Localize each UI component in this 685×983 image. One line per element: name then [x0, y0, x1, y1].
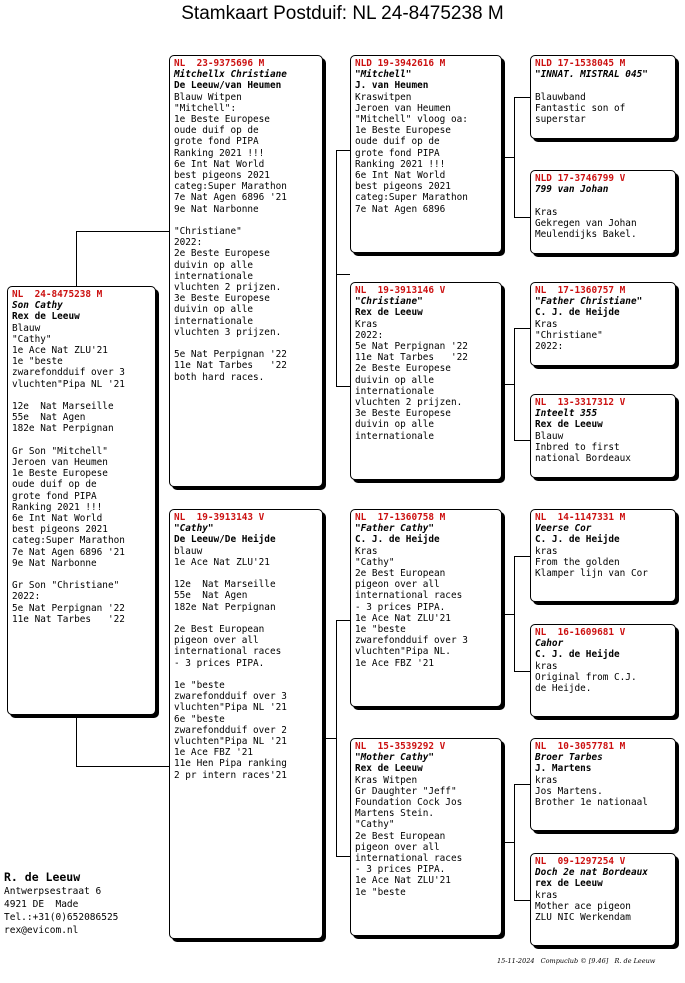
connector-line — [323, 738, 337, 739]
info-line: Gr Daughter "Jeff" — [355, 785, 457, 797]
owner-name: C. J. de Heijde — [535, 649, 620, 661]
pigeon-name: 799 van Johan — [535, 184, 609, 196]
info-line: Blauw Witpen — [174, 91, 242, 103]
breeder-phone: Tel.:+31(0)652086525 — [4, 912, 119, 923]
info-line: From the golden — [535, 556, 620, 568]
info-line: 11e Hen Pipa ranking — [174, 758, 287, 770]
info-line: international races — [355, 590, 463, 602]
info-line: internationale — [355, 430, 435, 442]
info-line: 1e Ace FBZ '21 — [174, 747, 254, 759]
info-line: - 3 prices PIPA. — [174, 657, 265, 669]
info-line: Blauwband — [535, 91, 586, 103]
info-line: both hard races. — [174, 371, 265, 383]
pigeon-card-ff — [350, 55, 502, 253]
info-line: 1e Beste Europese — [12, 468, 108, 480]
ring-number: NLD 17-1538045 M — [535, 58, 626, 69]
pigeon-name: Son Cathy — [12, 300, 63, 312]
info-line: vluchten"Pipa NL '21 — [174, 736, 287, 748]
pigeon-name: Mitchellx Christiane — [174, 69, 287, 81]
info-line: 2e Best European — [174, 624, 265, 635]
connector-line — [502, 384, 515, 385]
info-line: "Christiane" — [535, 329, 603, 341]
info-line: Kraswitpen — [355, 91, 412, 103]
ring-number: NL 17-1360757 M — [535, 285, 626, 296]
ring-number: NL 13-3317312 V — [535, 397, 626, 408]
info-line: vluchten"Pipa NL. — [355, 646, 451, 658]
info-line: best pigeons 2021 — [12, 524, 108, 536]
info-line: 5e Nat Perpignan '22 — [12, 602, 125, 614]
breeder-info — [4, 869, 118, 937]
info-line: Ranking 2021 !!! — [355, 158, 446, 170]
info-line: Gr Son "Mitchell" — [12, 445, 108, 457]
owner-name: C. J. de Heijde — [355, 534, 440, 546]
info-line — [12, 390, 151, 401]
info-line: best pigeons 2021 — [174, 170, 270, 182]
info-line: vluchten 3 prijzen. — [174, 326, 282, 338]
info-line: Ranking 2021 !!! — [174, 147, 265, 159]
pigeon-card-mm — [350, 738, 502, 936]
pigeon-card-mmf — [530, 738, 676, 831]
connector-line — [76, 715, 77, 766]
connector-line — [336, 386, 350, 387]
owner-name: Rex de Leeuw — [355, 307, 423, 319]
connector-line — [514, 671, 530, 672]
info-line: 9e Nat Narbonne — [12, 557, 97, 569]
breeder-email: rex@evicom.nl — [4, 925, 79, 936]
pigeon-name: "Mother Cathy" — [355, 752, 435, 764]
owner-name: De Leeuw/De Heijde — [174, 534, 276, 546]
pigeon-name: "Mitchell" — [355, 69, 412, 81]
info-line — [174, 568, 318, 579]
info-line: Martens Stein. — [355, 808, 435, 820]
info-line: 11e Nat Tarbes '22 — [174, 360, 287, 372]
pigeon-card-mfm — [530, 624, 676, 717]
info-line: 12e Nat Marseille — [174, 579, 276, 591]
info-line: superstar — [535, 114, 586, 125]
owner-name — [535, 195, 671, 206]
info-line: kras — [535, 660, 558, 672]
info-line: 2e Beste Europese — [174, 248, 270, 260]
info-line: 1e Ace Nat ZLU'21 — [355, 875, 451, 887]
info-line: zwarefondduif over 3 — [12, 367, 125, 379]
info-line: - 3 prices PIPA. — [355, 601, 446, 613]
info-line: kras — [535, 774, 558, 786]
info-line: 1e Ace Nat ZLU'21 — [12, 345, 108, 357]
info-line: 2e Best European — [355, 830, 446, 842]
info-line: kras — [535, 889, 558, 901]
connector-line — [502, 842, 515, 843]
info-line: 2022: — [535, 341, 564, 353]
connector-line — [76, 766, 169, 767]
info-line: international races — [355, 853, 463, 865]
info-line: vluchten"Pipa NL '21 — [12, 378, 125, 390]
pigeon-card-fff — [530, 55, 676, 139]
info-line: Mother ace pigeon — [535, 900, 631, 912]
info-line: 2022: — [174, 237, 203, 249]
info-line: "Cathy" — [355, 556, 395, 568]
info-line: Kras — [355, 318, 378, 330]
ring-number: NL 19-3913146 V — [355, 285, 446, 296]
pigeon-card-mother — [169, 509, 323, 939]
info-line — [174, 669, 318, 680]
info-line: "Cathy" — [12, 333, 52, 345]
info-line — [174, 215, 318, 226]
info-line: Jeroen van Heumen — [12, 457, 108, 469]
info-line: grote fond PIPA — [174, 136, 259, 148]
connector-line — [502, 157, 515, 158]
info-line: pigeon over all — [355, 579, 440, 591]
breeder-name: R. de Leeuw — [4, 870, 81, 884]
info-line: 9e Nat Narbonne — [174, 203, 259, 215]
info-line: international races — [174, 646, 282, 658]
info-line: vluchten 2 prijzen. — [355, 397, 463, 409]
info-line: 2e Beste Europese — [355, 363, 451, 375]
ring-number: NLD 19-3942616 M — [355, 58, 446, 69]
info-line: 6e Int Nat World — [355, 170, 446, 182]
info-line: 2e Best European — [355, 568, 446, 580]
connector-line — [336, 274, 350, 275]
owner-name: rex de Leeuw — [535, 878, 603, 890]
info-line: de Heijde. — [535, 683, 592, 695]
info-line: 6e Int Nat World — [12, 513, 103, 525]
info-line: "Mitchell": — [174, 102, 237, 114]
connector-line — [336, 150, 337, 386]
info-line: blauw — [174, 545, 203, 557]
ring-number: NL 14-1147331 M — [535, 512, 626, 523]
info-line: grote fond PIPA — [12, 490, 97, 502]
breeder-address-line: 4921 DE Made — [4, 899, 79, 910]
info-line: 6e Int Nat World — [174, 158, 265, 170]
connector-line — [336, 150, 350, 151]
owner-name: C. J. de Heijde — [535, 307, 620, 319]
info-line: Kras — [355, 545, 378, 557]
ring-number: NL 24-8475238 M — [12, 289, 103, 300]
ring-number: NL 23-9375696 M — [174, 58, 265, 69]
pigeon-name: "Father Christiane" — [535, 296, 643, 308]
connector-line — [514, 328, 530, 329]
connector-line — [514, 900, 530, 901]
ring-number: NL 09-1297254 V — [535, 856, 626, 867]
pigeon-name: Inteelt 355 — [535, 408, 598, 420]
pigeon-card-subject — [7, 286, 156, 715]
pigeon-card-mff — [530, 509, 676, 602]
info-line: "Mitchell" vloog oa: — [355, 114, 468, 126]
info-line: 55e Nat Agen — [12, 412, 86, 424]
info-line: internationale — [355, 385, 435, 397]
ring-number: NLD 17-3746799 V — [535, 173, 626, 184]
info-line: 7e Nat Agen 6896 '21 — [12, 546, 125, 558]
info-line: "Christiane" — [174, 226, 242, 238]
info-line: 3e Beste Europese — [355, 408, 451, 420]
pigeon-name: Veerse Cor — [535, 523, 592, 535]
info-line: Original from C.J. — [535, 671, 637, 683]
connector-line — [514, 556, 530, 557]
connector-line — [336, 620, 350, 621]
pigeon-card-fmf — [530, 282, 676, 366]
pigeon-card-fm — [350, 282, 502, 480]
info-line: - 3 prices PIPA. — [355, 864, 446, 876]
pigeon-card-mmm — [530, 853, 676, 946]
info-line: duivin op alle — [355, 419, 435, 431]
info-line: national Bordeaux — [535, 453, 631, 465]
footer-stamp: 15-11-2024 Compuclub © [9.46] R. de Leeuw — [497, 957, 656, 965]
info-line: duivin op alle — [355, 374, 435, 386]
info-line: Klamper lijn van Cor — [535, 568, 648, 580]
pigeon-card-father — [169, 55, 323, 487]
info-line: pigeon over all — [174, 635, 259, 647]
pigeon-name: Doch 2e nat Bordeaux — [535, 867, 648, 879]
info-line: 2022: — [12, 591, 41, 603]
info-line: 1e "beste — [355, 886, 406, 898]
info-line: duivin op alle — [174, 304, 254, 316]
info-line: oude duif op de — [355, 136, 440, 148]
info-line: zwarefondduif over 3 — [355, 635, 468, 647]
info-line: oude duif op de — [174, 125, 259, 137]
info-line: vluchten"Pipa NL '21 — [174, 702, 287, 714]
ring-number: NL 10-3057781 M — [535, 741, 626, 752]
pigeon-name: Broer Tarbes — [535, 752, 603, 764]
ring-number: NL 19-3913143 V — [174, 512, 265, 523]
info-line: 3e Beste Europese — [174, 293, 270, 305]
info-line: 7e Nat Agen 6896 '21 — [174, 192, 287, 204]
info-line: vluchten 2 prijzen. — [174, 282, 282, 294]
info-line: Foundation Cock Jos — [355, 797, 463, 809]
info-line: kras — [535, 545, 558, 557]
info-line: internationale — [174, 270, 254, 282]
info-line: 182e Nat Perpignan — [174, 601, 276, 613]
info-line: 11e Nat Tarbes '22 — [355, 352, 468, 364]
info-line: 5e Nat Perpignan '22 — [355, 341, 468, 353]
info-line: best pigeons 2021 — [355, 181, 451, 193]
breeder-address-line: Antwerpsestraat 6 — [4, 886, 102, 897]
owner-name — [535, 80, 671, 91]
pigeon-name: "Christiane" — [355, 296, 423, 308]
pigeon-name: "Father Cathy" — [355, 523, 435, 535]
info-line — [12, 435, 151, 446]
info-line — [12, 569, 151, 580]
owner-name: Rex de Leeuw — [355, 763, 423, 775]
info-line: Meulendijks Bakel. — [535, 229, 637, 240]
ring-number: NL 17-1360758 M — [355, 512, 446, 523]
info-line: 55e Nat Agen — [174, 590, 248, 602]
info-line — [174, 613, 318, 624]
info-line: Kras — [535, 318, 558, 330]
info-line: Jos Martens. — [535, 785, 603, 797]
pigeon-name: Cahor — [535, 638, 564, 650]
connector-line — [514, 784, 530, 785]
info-line: zwarefondduif over 3 — [174, 691, 287, 703]
pigeon-name: "INNAT. MISTRAL 045" — [535, 69, 648, 81]
pigeon-card-mf — [350, 509, 502, 707]
info-line: 1e "beste — [12, 356, 63, 368]
pigeon-card-ffm — [530, 170, 676, 254]
connector-line — [336, 856, 350, 857]
connector-line — [514, 97, 530, 98]
info-line: 12e Nat Marseille — [12, 401, 114, 413]
info-line: Kras — [535, 206, 558, 218]
info-line: 1e Ace FBZ '21 — [355, 657, 435, 669]
info-line: 2 pr intern races'21 — [174, 769, 287, 781]
owner-name: Rex de Leeuw — [535, 419, 603, 431]
info-line: Gekregen van Johan — [535, 217, 637, 229]
info-line: Ranking 2021 !!! — [12, 501, 103, 513]
info-line: oude duif op de — [12, 479, 97, 491]
info-line: pigeon over all — [355, 841, 440, 853]
info-line: 5e Nat Perpignan '22 — [174, 349, 287, 361]
info-line: 6e "beste — [174, 713, 225, 725]
info-line: 11e Nat Tarbes '22 — [12, 613, 125, 625]
info-line: Gr Son "Christiane" — [12, 580, 120, 592]
info-line: 1e "beste — [355, 624, 406, 636]
owner-name: J. van Heumen — [355, 80, 429, 92]
info-line: Blauw — [535, 430, 564, 442]
connector-line — [514, 217, 530, 218]
info-line: Fantastic son of — [535, 102, 626, 114]
connector-line — [76, 231, 77, 286]
info-line: "Cathy" — [355, 819, 395, 831]
page-title: Stamkaart Postduif: NL 24-8475238 M — [181, 3, 504, 24]
info-line: 1e Beste Europese — [174, 114, 270, 126]
info-line: 1e Ace Nat ZLU'21 — [174, 556, 270, 568]
ring-number: NL 16-1609681 V — [535, 627, 626, 638]
owner-name: J. Martens — [535, 763, 592, 775]
info-line: ZLU NIC Werkendam — [535, 912, 631, 924]
connector-line — [76, 231, 169, 232]
info-line: Jeroen van Heumen — [355, 102, 451, 114]
info-line: 7e Nat Agen 6896 — [355, 203, 446, 215]
info-line: grote fond PIPA — [355, 147, 440, 159]
info-line: 1e "beste — [174, 680, 225, 691]
info-line: 1e Ace Nat ZLU'21 — [355, 612, 451, 624]
info-line: zwarefondduif over 2 — [174, 724, 287, 736]
info-line: 1e Beste Europese — [355, 125, 451, 137]
info-line: internationale — [174, 315, 254, 327]
info-line: Blauw — [12, 322, 41, 334]
connector-line — [502, 614, 515, 615]
info-line: 2022: — [355, 329, 384, 341]
info-line: Inbred to first — [535, 441, 620, 453]
owner-name: C. J. de Heijde — [535, 534, 620, 546]
info-line: categ:Super Marathon — [174, 181, 287, 193]
info-line: duivin op alle — [174, 259, 254, 271]
pigeon-name: "Cathy" — [174, 523, 214, 535]
info-line: categ:Super Marathon — [12, 535, 125, 547]
connector-line — [514, 440, 530, 441]
info-line: 182e Nat Perpignan — [12, 423, 114, 435]
info-line: Brother 1e nationaal — [535, 797, 648, 809]
owner-name: Rex de Leeuw — [12, 311, 80, 323]
ring-number: NL 15-3539292 V — [355, 741, 446, 752]
info-line — [174, 338, 318, 349]
info-line: categ:Super Marathon — [355, 192, 468, 204]
info-line: Kras Witpen — [355, 774, 418, 786]
owner-name: De Leeuw/van Heumen — [174, 80, 282, 92]
pigeon-card-fmm — [530, 394, 676, 478]
